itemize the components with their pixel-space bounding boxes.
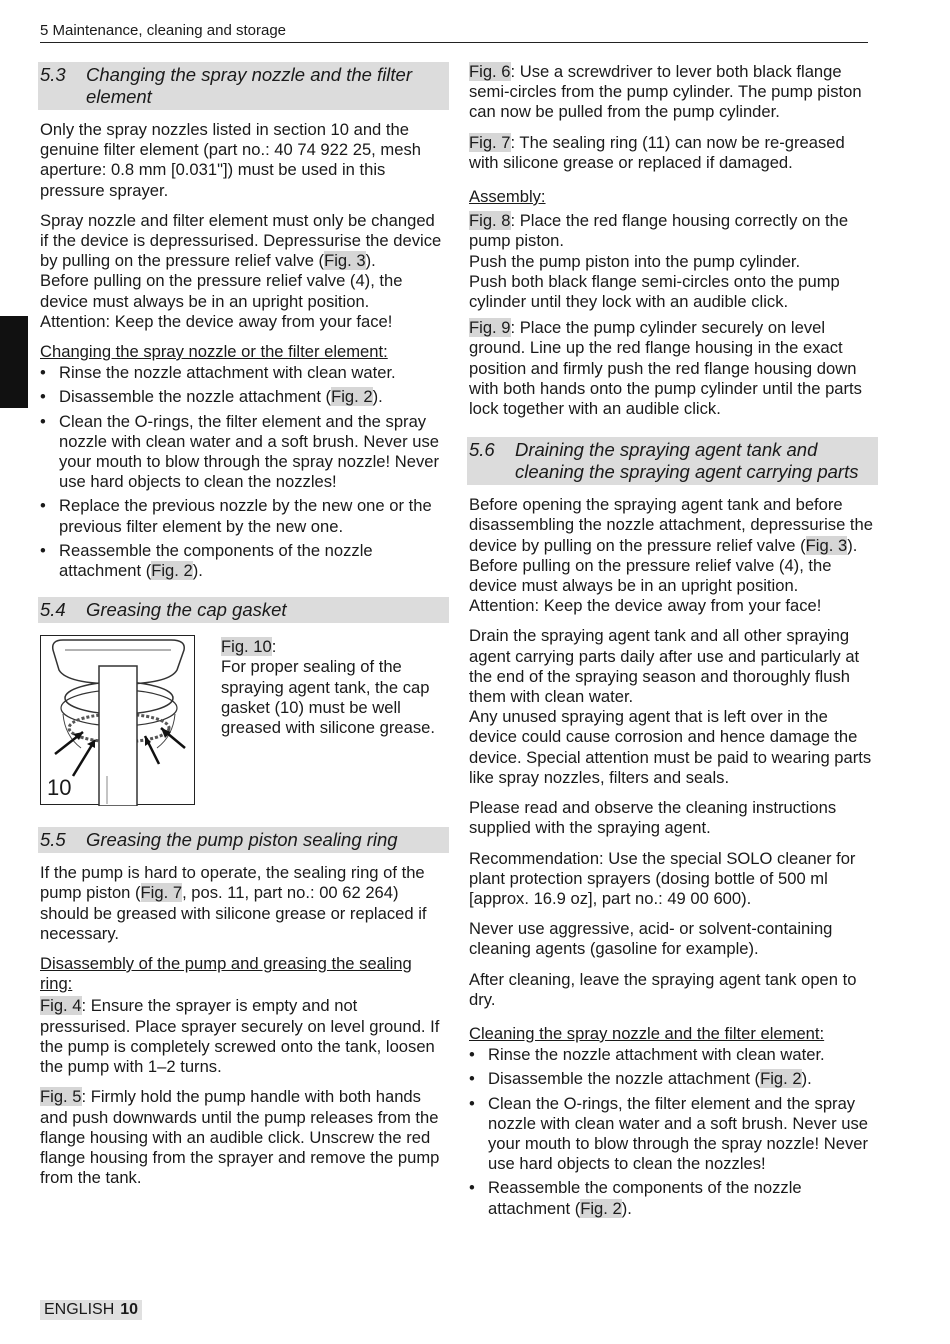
- subheading: Cleaning the spray nozzle and the filter element:: [469, 1023, 825, 1043]
- text: Attention: Keep the device away from your face!: [469, 596, 822, 616]
- subheading: Changing the spray nozzle or the filter element:: [40, 342, 388, 362]
- text: ).: [372, 387, 383, 407]
- subheading: Disassembly of the pump and greasing the sealing ring:: [40, 954, 412, 994]
- paragraph: [469, 318, 874, 419]
- paragraph: Please read and observe the cleaning instructions supplied with the spraying agent.: [469, 798, 837, 838]
- paragraph: [40, 1087, 445, 1188]
- footer-language: ENGLISH: [44, 1301, 115, 1318]
- figure-10-caption: [221, 637, 445, 805]
- text: , pos. 11, part no.: 00 62 264) should be greased with silicone grease or replaced if necessary.: [40, 883, 427, 943]
- text: Attention: Keep the device away from your face!: [40, 311, 393, 331]
- figure-reference[interactable]: Fig. 3: [324, 251, 366, 271]
- text: Before opening the spraying agent tank and before disassembling the nozzle attachment, depressurise the device by pulling on the pressure relief valve (: [469, 495, 874, 555]
- text: : Ensure the sprayer is empty and not pressurised. Place sprayer securely on level ground. If the pump is completely screwed onto the tank, loosen the pump with 1–2 turns.: [40, 996, 440, 1077]
- page-header: 5 Maintenance, cleaning and storage: [40, 22, 868, 43]
- section-5-6-heading: [467, 437, 878, 485]
- text: Push both black flange semi-circles onto the pump cylinder until they lock with an audible click.: [469, 271, 840, 312]
- paragraph: [469, 495, 874, 616]
- text: Before pulling on the pressure relief valve (4), the device must always be in an upright position.: [469, 555, 832, 596]
- figure-reference[interactable]: Fig. 10: [221, 637, 272, 657]
- text: Disassemble the nozzle attachment (: [59, 387, 332, 407]
- list-item: [40, 541, 445, 581]
- list-item: • Clean the O-rings, the filter element and the spray nozzle with clean water and a soft brush. Never use your mouth to blow through the spray nozzle! Never use hard objects to clean the nozzles!: [40, 412, 445, 493]
- text: For proper sealing of the spraying agent tank, the cap gasket (10) must be well greased with silicone grease.: [221, 657, 435, 738]
- section-title: Greasing the pump piston sealing ring: [86, 829, 398, 851]
- text: : The sealing ring (11) can now be re-greased with silicone grease or replaced if damaged.: [469, 132, 845, 172]
- text: Any unused spraying agent that is left over in the device could cause corrosion and hence damage the device. Special attention must be paid to wearing parts like spray nozzles, filters and seals.: [469, 707, 872, 787]
- figure-reference[interactable]: Fig. 8: [469, 211, 511, 231]
- section-title: Draining the spraying agent tank and cleaning the spraying agent carrying parts: [515, 439, 859, 483]
- text: : Use a screwdriver to lever both black flange semi-circles from the pump cylinder. The pump piston can now be pulled from the pump cylinder.: [469, 62, 862, 122]
- figure-reference[interactable]: Fig. 2: [331, 387, 373, 407]
- section-number: 5.5: [40, 829, 66, 851]
- list-item: • Replace the previous nozzle by the new one or the previous filter element by the new one.: [40, 496, 445, 536]
- text: If the pump is hard to operate, the sealing ring of the pump piston (: [40, 863, 425, 903]
- paragraph: [469, 211, 874, 312]
- figure-reference[interactable]: Fig. 7: [140, 883, 183, 903]
- figure-reference[interactable]: Fig. 6: [469, 62, 511, 81]
- section-5-4-heading: [38, 597, 449, 623]
- figure-reference[interactable]: Fig. 2: [760, 1069, 802, 1089]
- paragraph: [40, 996, 445, 1077]
- text: : Place the pump cylinder securely on level ground. Line up the red flange housing in the exact position and firmly push the red flange housing down with both hands onto the pump cylinder until the parts lock together with an audible click.: [469, 318, 862, 419]
- section-title: Changing the spray nozzle and the filter element: [86, 64, 413, 107]
- figure-reference[interactable]: Fig. 9: [469, 318, 511, 338]
- text: Disassemble the nozzle attachment (: [488, 1069, 761, 1089]
- paragraph: Recommendation: Use the special SOLO cleaner for plant protection sprayers (dosing bottle of 500 ml [approx. 16.9 oz], part no.: 49 00 600).: [469, 848, 856, 908]
- bullet-list: [469, 1045, 874, 1219]
- figure-reference[interactable]: Fig. 5: [40, 1087, 82, 1107]
- text: ).: [801, 1069, 812, 1089]
- text: Push the pump piston into the pump cylinder.: [469, 251, 801, 271]
- paragraph: Only the spray nozzles listed in section 10 and the genuine filter element (part no.: 40 74 922 25, mesh aperture: 0.8 mm [0.031"]) must be used in this pressure sprayer.: [40, 120, 421, 200]
- right-column: [469, 62, 874, 1229]
- figure-reference[interactable]: Fig. 2: [580, 1198, 622, 1218]
- text: : Firmly hold the pump handle with both hands and push downwards until the pump releases from the flange housing with an audible click. Unscrew the red flange housing from the sprayer and remove the pump from the tank.: [40, 1087, 440, 1188]
- figure-reference[interactable]: Fig. 3: [805, 535, 848, 555]
- paragraph: After cleaning, leave the spraying agent tank open to dry.: [469, 969, 857, 1009]
- paragraph: [469, 626, 874, 788]
- section-number: 5.4: [40, 599, 66, 621]
- section-number: 5.6: [469, 439, 495, 461]
- list-item: • Rinse the nozzle attachment with clean water.: [40, 363, 445, 383]
- section-5-3-heading: [38, 62, 449, 110]
- text: Spray nozzle and filter element must only be changed if the device is depressurised. Depressurise the device by pulling on the pressure relief valve (: [40, 210, 442, 271]
- list-item: [469, 1178, 874, 1218]
- figure-10-block: [40, 635, 445, 805]
- list-item: [40, 387, 445, 407]
- page-footer: [40, 1300, 142, 1320]
- figure-reference[interactable]: Fig. 4: [40, 996, 82, 1016]
- paragraph: [40, 863, 445, 944]
- list-item: • Clean the O-rings, the filter element and the spray nozzle with clean water and a soft brush. Never use your mouth to blow through the spray nozzle! Never use hard objects to clean the nozzles!: [469, 1094, 874, 1175]
- subheading: Assembly:: [469, 187, 546, 207]
- paragraph: [40, 211, 445, 332]
- list-item: [469, 1069, 874, 1089]
- paragraph: [469, 133, 874, 173]
- text: Drain the spraying agent tank and all other spraying agent carrying parts daily after use and particularly at the end of the spraying season and thoroughly flush them with clean water.: [469, 626, 860, 707]
- paragraph: Never use aggressive, acid- or solvent-containing cleaning agents (gasoline for example).: [469, 919, 833, 959]
- text: ).: [621, 1198, 632, 1218]
- section-5-5-heading: [38, 827, 449, 853]
- figure-callout-number: 10: [47, 775, 72, 801]
- section-number: 5.3: [40, 64, 66, 85]
- text: ).: [365, 251, 376, 271]
- section-title: Greasing the cap gasket: [86, 599, 287, 621]
- figure-reference[interactable]: Fig. 2: [151, 561, 193, 581]
- bullet-list: [40, 363, 445, 581]
- figure-10-illustration: [40, 635, 195, 805]
- chapter-tab-marker: [0, 316, 28, 408]
- list-item: • Rinse the nozzle attachment with clean water.: [469, 1045, 874, 1065]
- text: ).: [192, 561, 203, 581]
- text: Reassemble the components of the nozzle attachment (: [488, 1178, 802, 1218]
- text: ).: [847, 535, 858, 555]
- left-column: [40, 62, 445, 1198]
- text: Before pulling on the pressure relief valve (4), the device must always be in an upright position.: [40, 271, 403, 311]
- figure-reference[interactable]: Fig. 7: [469, 132, 511, 152]
- page-number: 10: [120, 1301, 139, 1318]
- paragraph: [469, 62, 874, 123]
- text: : Place the red flange housing correctly on the pump piston.: [469, 211, 849, 251]
- text: :: [271, 637, 277, 657]
- text: Reassemble the components of the nozzle attachment (: [59, 540, 373, 581]
